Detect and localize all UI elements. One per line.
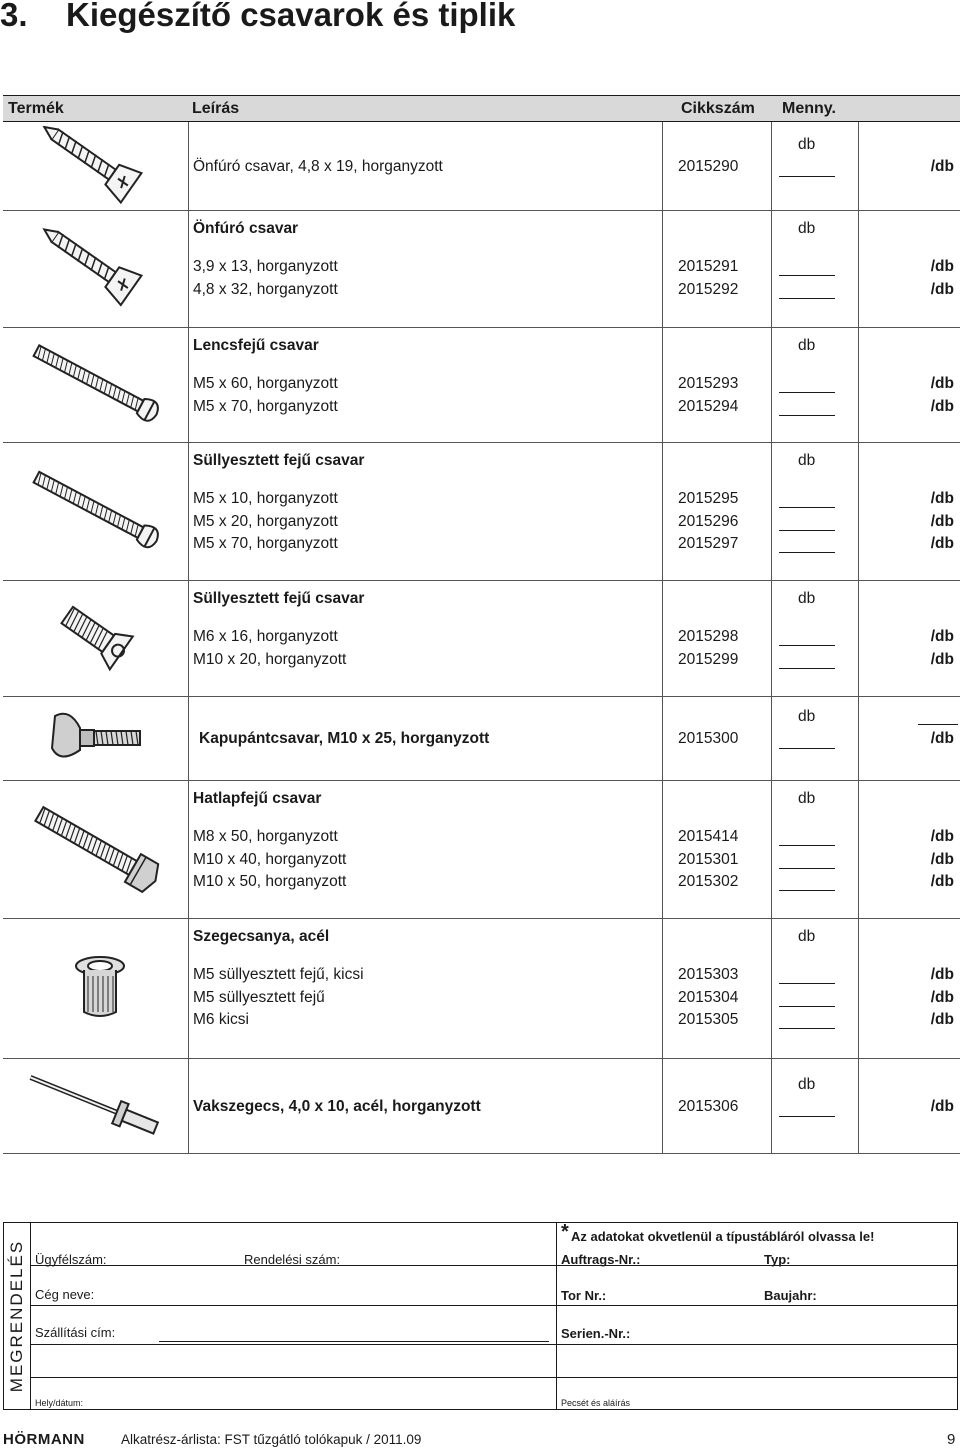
- quantity-input[interactable]: [779, 868, 835, 869]
- note-star: *: [561, 1221, 569, 1243]
- quantity-input[interactable]: [779, 275, 835, 276]
- hex-head-bolt-icon: [20, 784, 180, 914]
- per-unit-label: /db: [930, 628, 954, 645]
- product-description: 4,8 x 32, horganyzott: [193, 280, 338, 298]
- product-code: 2015293: [678, 375, 739, 392]
- per-unit-label: /db: [930, 850, 954, 868]
- per-unit-label: /db: [930, 966, 954, 983]
- product-description: M10 x 20, horganyzott: [193, 650, 347, 668]
- product-description: M5 x 70, horganyzott: [193, 535, 338, 552]
- product-code: 2015297: [678, 535, 739, 552]
- quantity-input[interactable]: [779, 298, 835, 299]
- product-description: M5 süllyesztett fejű, kicsi: [193, 966, 364, 983]
- order-no-label: Rendelési szám:: [244, 1252, 341, 1267]
- quantity-input[interactable]: [779, 1006, 835, 1007]
- product-code: 2015295: [678, 490, 739, 507]
- product-description: M5 x 10, horganyzott: [193, 490, 338, 507]
- product-code: 2015292: [678, 280, 739, 298]
- pan-head-screw-icon: [20, 331, 180, 438]
- product-code: 2015301: [678, 850, 739, 868]
- unit-label: db: [798, 337, 816, 354]
- baujahr-label: Baujahr:: [764, 1288, 817, 1303]
- per-unit-label: /db: [930, 1098, 954, 1115]
- product-code: 2015290: [678, 158, 739, 175]
- product-description: M5 süllyesztett fejű: [193, 988, 325, 1006]
- product-code: 2015296: [678, 512, 739, 530]
- per-unit-label: /db: [930, 535, 954, 552]
- quantity-input[interactable]: [779, 645, 835, 646]
- form-note: Az adatokat okvetlenül a típustábláról olvassa le!: [571, 1229, 875, 1244]
- header-quantity: Menny.: [782, 100, 836, 117]
- quantity-input[interactable]: [779, 176, 835, 177]
- product-code: 2015298: [678, 628, 739, 645]
- product-code: 2015294: [678, 397, 739, 415]
- per-unit-label: /db: [930, 988, 954, 1006]
- quantity-input[interactable]: [779, 748, 835, 749]
- footer-text: Alkatrész-árlista: FST tűzgátló tolókapuk / 2011.09: [121, 1432, 422, 1447]
- group-heading: Lencsfejű csavar: [193, 337, 319, 354]
- row-divider: [3, 780, 960, 781]
- quantity-input[interactable]: [779, 845, 835, 846]
- per-unit-label: /db: [930, 375, 954, 392]
- product-code: 2015303: [678, 966, 739, 983]
- per-unit-label: /db: [930, 650, 954, 668]
- quantity-input[interactable]: [779, 392, 835, 393]
- group-heading: Süllyesztett fejű csavar: [193, 452, 365, 469]
- auftrags-nr-label: Auftrags-Nr.:: [561, 1252, 641, 1267]
- company-label: Cég neve:: [35, 1287, 95, 1302]
- per-unit-label: /db: [930, 1011, 954, 1028]
- order-side-label: MEGRENDELÉS: [7, 1239, 26, 1393]
- brand-logo: HÖRMANN: [3, 1431, 85, 1448]
- row-divider: [3, 696, 960, 697]
- product-code: 2015291: [678, 258, 739, 275]
- quantity-input[interactable]: [779, 552, 835, 553]
- product-description: M5 x 60, horganyzott: [193, 375, 338, 392]
- column-divider: [662, 122, 663, 1153]
- group-heading: Süllyesztett fejű csavar: [193, 590, 365, 607]
- countersunk-screw-icon: [20, 446, 180, 576]
- self-drilling-screw-icon: [20, 214, 180, 323]
- per-unit-label: /db: [930, 258, 954, 275]
- place-date-label: Hely/dátum:: [35, 1398, 84, 1408]
- product-description: M5 x 70, horganyzott: [193, 397, 338, 415]
- group-heading: Hatlapfejű csavar: [193, 790, 322, 807]
- header-description: Leírás: [192, 100, 240, 117]
- unit-label: db: [798, 220, 816, 237]
- header-code: Cikkszám: [681, 100, 755, 117]
- hex-socket-countersunk-screw-icon: [20, 584, 180, 692]
- unit-label: db: [798, 708, 816, 725]
- product-code: 2015414: [678, 828, 739, 845]
- carriage-bolt-icon: [20, 700, 180, 776]
- quantity-input[interactable]: [779, 530, 835, 531]
- quantity-input[interactable]: [779, 668, 835, 669]
- group-heading: Szegecsanya, acél: [193, 928, 330, 945]
- product-description: M10 x 50, horganyzott: [193, 873, 347, 890]
- product-description: M10 x 40, horganyzott: [193, 850, 347, 868]
- unit-label: db: [798, 136, 816, 153]
- serien-nr-label: Serien.-Nr.:: [561, 1326, 631, 1341]
- blind-rivet-icon: [20, 1062, 180, 1149]
- row-divider: [3, 580, 960, 581]
- product-code: 2015302: [678, 873, 739, 890]
- product-code: 2015305: [678, 1011, 739, 1028]
- column-divider: [858, 122, 859, 1153]
- typ-label: Typ:: [764, 1252, 791, 1267]
- per-unit-label: /db: [930, 280, 954, 298]
- unit-label: db: [798, 452, 816, 469]
- quantity-input[interactable]: [779, 415, 835, 416]
- product-description: M6 kicsi: [193, 1011, 249, 1028]
- delivery-address-label: Szállítási cím:: [35, 1325, 116, 1340]
- tor-nr-label: Tor Nr.:: [561, 1288, 607, 1303]
- product-code: 2015304: [678, 988, 739, 1006]
- group-heading: Önfúró csavar: [193, 220, 299, 237]
- product-description: M5 x 20, horganyzott: [193, 512, 338, 530]
- per-unit-label: /db: [930, 158, 954, 175]
- row-divider: [3, 442, 960, 443]
- header-product: Termék: [8, 100, 64, 117]
- unit-label: db: [798, 590, 816, 607]
- rivet-nut-icon: [20, 922, 180, 1054]
- row-divider: [3, 1153, 960, 1154]
- row-divider: [3, 210, 960, 211]
- quantity-input[interactable]: [779, 1028, 835, 1029]
- column-divider: [188, 122, 189, 1153]
- row-divider: [3, 327, 960, 328]
- product-description: M8 x 50, horganyzott: [193, 828, 338, 845]
- product-description: Vakszegecs, 4,0 x 10, acél, horganyzott: [193, 1098, 481, 1115]
- unit-label: db: [798, 1076, 816, 1093]
- unit-label: db: [798, 928, 816, 945]
- per-unit-label: /db: [930, 873, 954, 890]
- per-unit-label: /db: [930, 730, 954, 747]
- product-description: M6 x 16, horganyzott: [193, 628, 338, 645]
- product-code: 2015300: [678, 730, 739, 747]
- section-title: Kiegészítő csavarok és tiplik: [66, 0, 516, 33]
- page-number: 9: [947, 1431, 956, 1448]
- quantity-input[interactable]: [779, 507, 835, 508]
- order-form: [3, 1222, 958, 1410]
- self-drilling-screw-large-icon: [20, 126, 180, 206]
- product-description: Önfúró csavar, 4,8 x 19, horganyzott: [193, 158, 443, 175]
- unit-label: db: [798, 790, 816, 807]
- product-description: Kapupántcsavar, M10 x 25, horganyzott: [199, 730, 490, 747]
- product-description: 3,9 x 13, horganyzott: [193, 258, 338, 275]
- per-unit-label: /db: [930, 512, 954, 530]
- per-unit-label: /db: [930, 397, 954, 415]
- customer-no-label: Ügyfélszám:: [35, 1252, 107, 1267]
- quantity-input[interactable]: [779, 890, 835, 891]
- stamp-signature-label: Pecsét és aláírás: [561, 1398, 631, 1408]
- quantity-input[interactable]: [779, 983, 835, 984]
- row-divider: [3, 918, 960, 919]
- column-divider: [771, 122, 772, 1153]
- per-unit-label: /db: [930, 828, 954, 845]
- row-divider: [3, 1058, 960, 1059]
- section-number: 3.: [0, 0, 28, 33]
- per-unit-label: /db: [930, 490, 954, 507]
- product-code: 2015299: [678, 650, 739, 668]
- product-code: 2015306: [678, 1098, 739, 1115]
- price-blank[interactable]: [918, 724, 958, 725]
- quantity-input[interactable]: [779, 1116, 835, 1117]
